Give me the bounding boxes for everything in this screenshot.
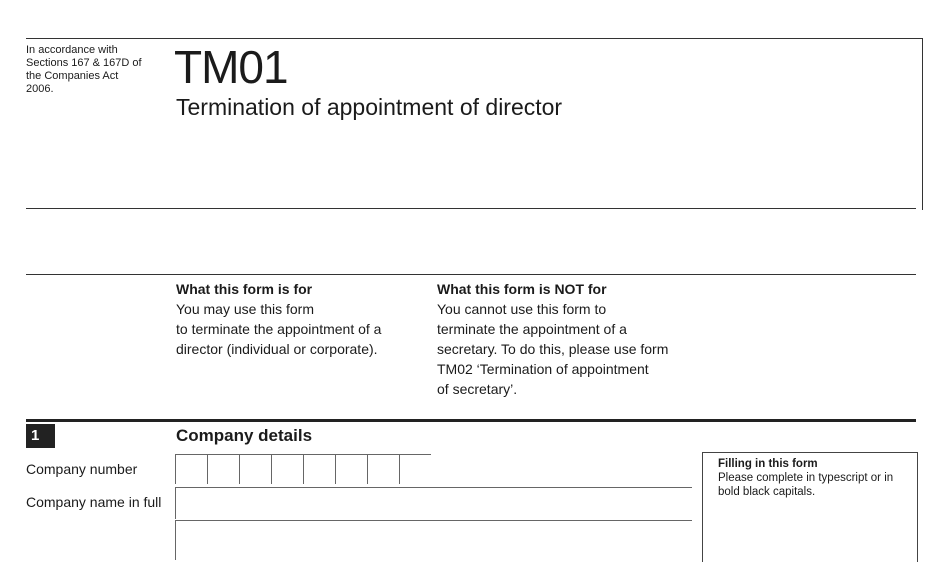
purpose-top-rule <box>26 274 916 275</box>
section-number-badge: 1 <box>26 424 55 448</box>
form-not-for-heading: What this form is NOT for <box>437 281 607 297</box>
form-code: TM01 <box>174 41 288 93</box>
company-name-label: Company name in full <box>26 494 162 510</box>
company-name-field-line-2[interactable] <box>175 520 692 560</box>
company-number-digit-box[interactable] <box>175 454 207 484</box>
legal-basis: In accordance with Sections 167 & 167D of the Companies Act 2006. <box>26 44 142 95</box>
company-name-field-line-1[interactable] <box>175 487 692 519</box>
company-number-digit-box[interactable] <box>303 454 335 484</box>
section-top-rule <box>26 419 916 422</box>
company-number-digit-box[interactable] <box>271 454 303 484</box>
right-border <box>922 38 923 210</box>
form-not-for-block <box>437 279 687 399</box>
form-not-for-text: You cannot use this form to terminate the appointment of a secretary. To do this, please use form TM02 ‘Termination of appointment of secretary’. <box>437 301 669 397</box>
company-number-digit-box[interactable] <box>239 454 271 484</box>
form-purpose-heading: What this form is for <box>176 281 313 297</box>
form-purpose-block <box>176 279 416 359</box>
section-title: Company details <box>176 426 313 445</box>
form-purpose-text: You may use this form to terminate the appointment of a director (individual or corporate). <box>176 301 382 357</box>
guidance-text: Please complete in typescript or in bold black capitals. <box>718 472 894 498</box>
header-bottom-rule <box>26 208 916 209</box>
company-number-digit-box[interactable] <box>367 454 399 484</box>
company-number-field[interactable] <box>175 454 431 484</box>
company-number-digit-box[interactable] <box>399 454 431 484</box>
guidance-heading: Filling in this form <box>718 458 818 470</box>
form-title: Termination of appointment of director <box>176 94 563 120</box>
company-number-digit-box[interactable] <box>207 454 239 484</box>
company-number-label: Company number <box>26 461 138 477</box>
top-rule <box>26 38 923 39</box>
company-number-digit-box[interactable] <box>335 454 367 484</box>
filling-in-guidance-panel <box>702 452 918 562</box>
